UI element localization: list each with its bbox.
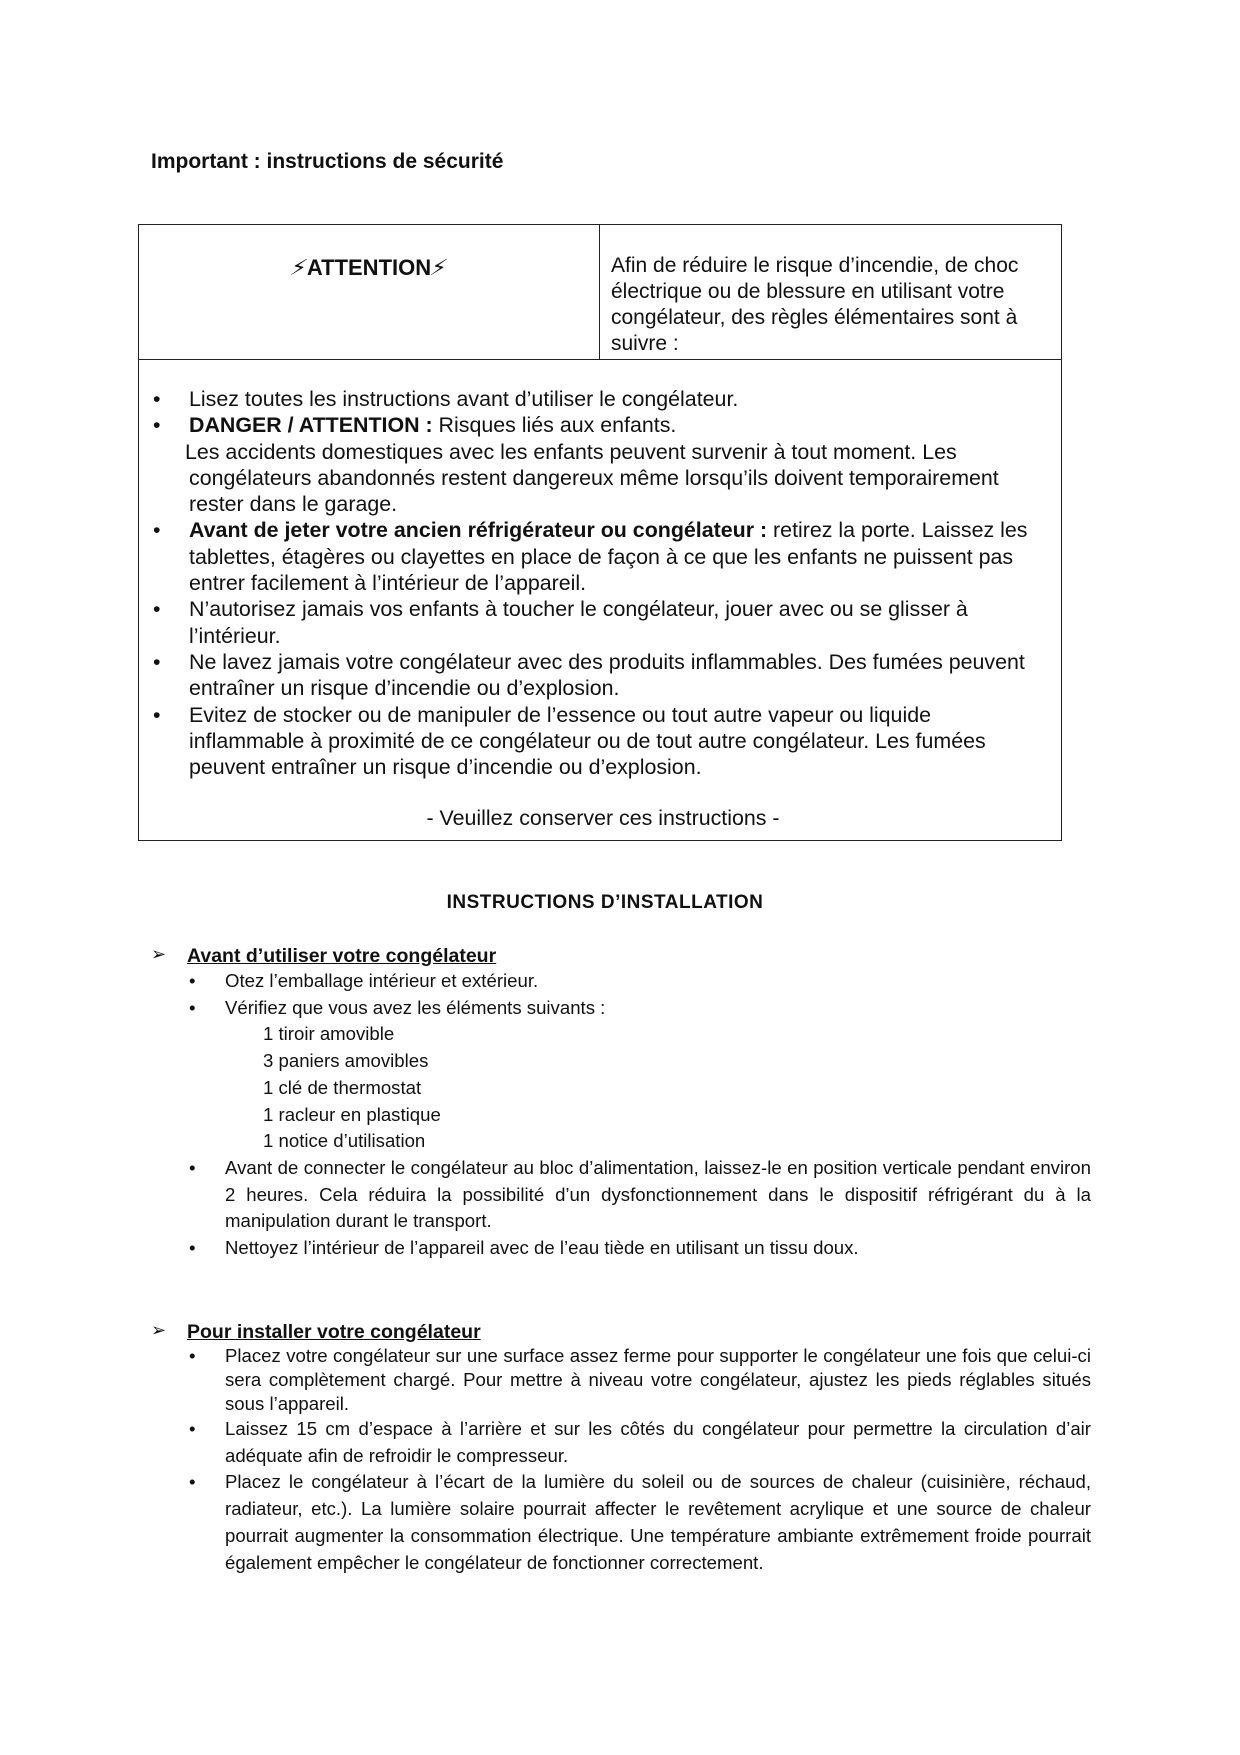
before-use-section [151,945,1091,1262]
arrow-bullet-icon: ➢ [151,1320,167,1340]
child-risk-note: Les accidents domestiques avec les enfants peuvent survenir à tout moment. Les congélateurs abandonnés restent dangereux même lorsqu’ils doivent temporairement rester dans le garage. [185,439,999,517]
list-item: • Placez votre congélateur sur une surface assez ferme pour supporter le congélateur une fois que celui-ci sera complètement chargé. Pour mettre à niveau votre congélateur, ajustez les pieds réglables situés sous l’appareil. [189,1345,1091,1414]
safety-list [139,360,1061,780]
parts-list [225,1021,1091,1155]
list-item: • Otez l’emballage intérieur et extérieur. [189,970,539,991]
list-item: • Ne lavez jamais votre congélateur avec des produits inflammables. Des fumées peuvent entraîner un risque d’incendie ou d’explosion. [153,649,1025,701]
before-use-list [151,968,1091,1262]
install-list [151,1344,1091,1576]
list-item: • Lisez toutes les instructions avant d’utiliser le congélateur. [153,387,739,411]
part-item: 1 tiroir amovible [263,1023,395,1045]
lightning-bolt-icon: ⚡ [288,255,311,280]
part-item: 1 clé de thermostat [263,1076,422,1098]
part-item: 1 racleur en plastique [263,1103,441,1125]
install-section [151,1321,1091,1576]
arrow-bullet-icon: ➢ [151,944,167,964]
list-item: • Vérifiez que vous avez les éléments suivants : 1 tiroir amovible 3 paniers amovibles 1 clé de thermostat 1 racleur en plastique 1 notice d’utilisation [151,995,1091,1155]
section-heading: ➢ Pour installer votre congélateur [151,1320,481,1343]
safety-instructions-box [138,224,1062,841]
installation-title: INSTRUCTIONS D’INSTALLATION [446,892,764,913]
attention-label: ATTENTION [306,255,432,280]
page-title: Important : instructions de sécurité [151,150,504,173]
list-item: • Nettoyez l’intérieur de l’appareil avec de l’eau tiède en utilisant un tissu doux. [189,1237,859,1259]
section-heading: ➢ Avant d’utiliser votre congélateur [151,944,497,967]
list-item: • Placez le congélateur à l’écart de la lumière du soleil ou de sources de chaleur (cuisinière, réchaud, radiateur, etc.). La lumière solaire pourrait affecter le revêtement acrylique et une source de chaleur pourrait augmenter la consommation électrique. Une température ambiante extrêmement froide pourrait également empêcher le congélateur de fonctionner correctement. [189,1471,1091,1573]
list-item: • N’autorisez jamais vos enfants à toucher le congélateur, jouer avec ou se glisser à l’intérieur. [153,597,968,648]
lightning-bolt-icon: ⚡ [427,255,451,280]
safety-header-row [139,225,1061,360]
list-item: • Evitez de stocker ou de manipuler de l’essence ou tout autre vapeur ou liquide inflammable à proximité de ce congélateur ou de tout autre congélateur. Les fumées peuvent entraîner un risque d’incendie ou d’explosion. [153,702,986,780]
list-item: • Laissez 15 cm d’espace à l’arrière et sur les côtés du congélateur pour permettre la circulation d’air adéquate afin de refroidir le compresseur. [189,1418,1091,1466]
safety-intro: Afin de réduire le risque d’incendie, de choc électrique ou de blessure en utilisant votre congélateur, des règles élémentaires sont à suivre : [611,254,1019,355]
list-item: • Avant de connecter le congélateur au bloc d’alimentation, laissez-le en position verticale pendant environ 2 heures. Cela réduira la possibilité d’un dysfonctionnement dans le dispositif réfrigérant du à la manipulation durant le transport. [189,1156,1091,1232]
part-item: 1 notice d’utilisation [263,1130,426,1152]
keep-instructions-note: - Veuillez conserver ces instructions - [426,806,780,831]
attention-cell [139,225,600,359]
list-item: • Avant de jeter votre ancien réfrigérateur ou congélateur : retirez la porte. Laissez les tablettes, étagères ou clayettes en place de façon à ce que les enfants ne puissent pas entrer facilement à l’intérieur de l’appareil. [153,518,1028,596]
part-item: 3 paniers amovibles [263,1050,429,1072]
list-item: • DANGER / ATTENTION : Risques liés aux enfants. Les accidents domestiques avec les enfants peuvent survenir à tout moment. Les congélateurs abandonnés restent dangereux même lorsqu’ils doivent temporairement rester dans le garage. [139,412,1051,517]
